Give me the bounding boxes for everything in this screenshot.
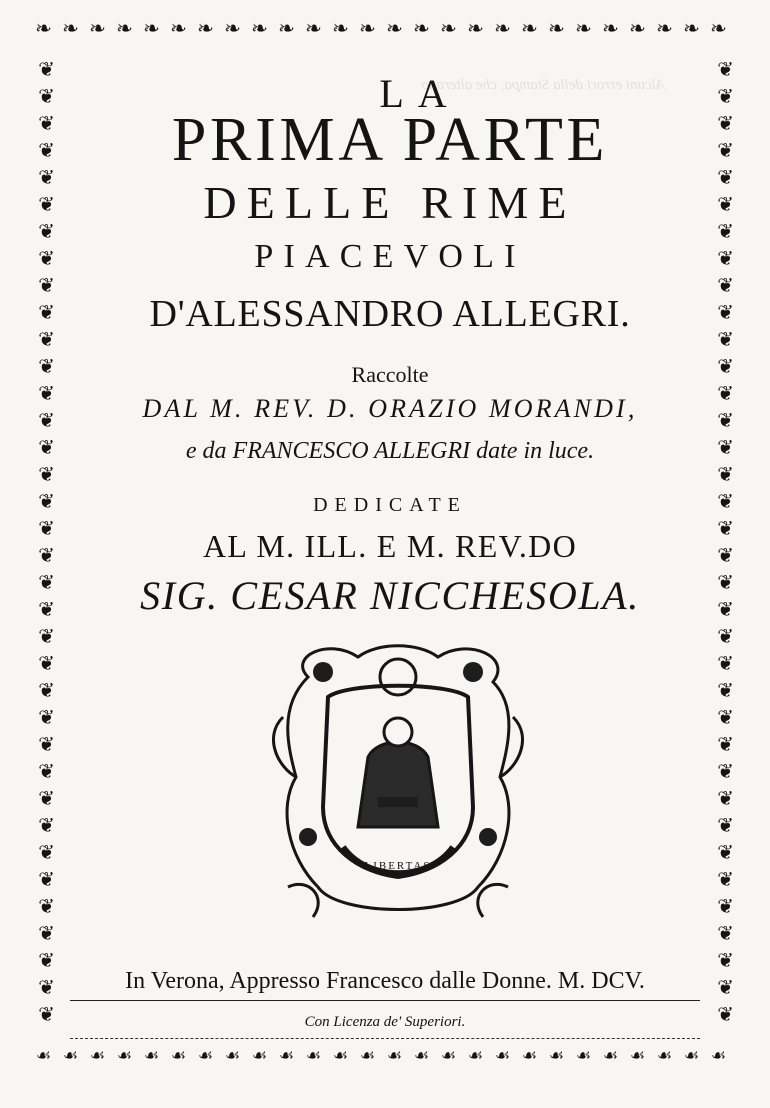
fleuron-ornament-icon: ❦ [38, 731, 55, 756]
dedicatee-title: AL M. ILL. E M. REV.DO [203, 528, 577, 564]
fleuron-ornament-icon: ❧ [710, 15, 727, 40]
border-top [30, 14, 732, 41]
fleuron-ornament-icon: ❧ [494, 15, 511, 40]
fleuron-ornament-icon: ☙ [575, 1046, 592, 1066]
fleuron-ornament-icon: ❧ [35, 15, 52, 40]
fleuron-ornament-icon: ❧ [197, 15, 214, 40]
title-article: LA [379, 71, 461, 116]
fleuron-ornament-icon: ❦ [38, 920, 55, 945]
fleuron-ornament-icon: ❦ [38, 245, 55, 270]
fleuron-ornament-icon: ❦ [717, 56, 734, 81]
fleuron-ornament-icon: ☙ [494, 1046, 511, 1066]
fleuron-ornament-icon: ☙ [116, 1046, 133, 1066]
fleuron-ornament-icon: ☙ [629, 1046, 646, 1066]
title-delle-rime: DELLE RIME [203, 177, 577, 228]
fleuron-ornament-icon: ❦ [38, 407, 55, 432]
fleuron-ornament-icon: ❦ [38, 893, 55, 918]
fleuron-ornament-icon: ❦ [38, 866, 55, 891]
fleuron-ornament-icon: ❦ [717, 812, 734, 837]
title-main: PRIMA PARTE [171, 106, 609, 174]
fleuron-ornament-icon: ❦ [717, 569, 734, 594]
fleuron-ornament-icon: ❧ [251, 15, 268, 40]
fleuron-ornament-icon: ❧ [467, 15, 484, 40]
fleuron-ornament-icon: ❧ [143, 15, 160, 40]
fleuron-ornament-icon: ☙ [710, 1046, 727, 1066]
fleuron-ornament-icon: ❧ [656, 15, 673, 40]
fleuron-ornament-icon: ☙ [170, 1046, 187, 1066]
fleuron-ornament-icon: ❦ [717, 164, 734, 189]
fleuron-ornament-icon: ❦ [38, 812, 55, 837]
border-left [33, 55, 60, 1027]
author-name: D'ALESSANDRO ALLEGRI. [149, 293, 631, 335]
fleuron-ornament-icon: ❦ [38, 704, 55, 729]
fleuron-ornament-icon: ❦ [38, 596, 55, 621]
fleuron-ornament-icon: ❦ [38, 515, 55, 540]
fleuron-ornament-icon: ❦ [717, 785, 734, 810]
co-editor-line: e da FRANCESCO ALLEGRI date in luce. [185, 438, 595, 464]
fleuron-ornament-icon: ❧ [440, 15, 457, 40]
fleuron-ornament-icon: ☙ [413, 1046, 430, 1066]
bleed-line: Alcuni errori della Stampa, che alterano [421, 77, 665, 93]
fleuron-ornament-icon: ☙ [440, 1046, 457, 1066]
fleuron-ornament-icon: ❦ [38, 380, 55, 405]
fleuron-ornament-icon: ❦ [38, 434, 55, 459]
fleuron-ornament-icon: ❦ [38, 488, 55, 513]
fleuron-ornament-icon: ❦ [717, 515, 734, 540]
fleuron-ornament-icon: ❦ [38, 56, 55, 81]
fleuron-ornament-icon: ☙ [602, 1046, 619, 1066]
fleuron-ornament-icon: ❦ [717, 704, 734, 729]
fleuron-ornament-icon: ❦ [717, 974, 734, 999]
fleuron-ornament-icon: ❦ [717, 191, 734, 216]
fleuron-ornament-icon: ❦ [717, 677, 734, 702]
fleuron-ornament-icon: ☙ [683, 1046, 700, 1066]
editor-line: DAL M. REV. D. ORAZIO MORANDI, [142, 394, 638, 423]
fleuron-ornament-icon: ❧ [305, 15, 322, 40]
fleuron-ornament-icon: ❦ [717, 839, 734, 864]
imprint-line: In Verona, Appresso Francesco dalle Donne. M. DCV. [125, 968, 645, 994]
fleuron-ornament-icon: ❦ [38, 947, 55, 972]
fleuron-ornament-icon: ❦ [38, 542, 55, 567]
printers-mark-woodcut [268, 637, 528, 937]
printers-mark-motto: LIBERTAS [364, 860, 432, 872]
fleuron-ornament-icon: ❦ [38, 164, 55, 189]
fleuron-ornament-icon: ❦ [38, 272, 55, 297]
fleuron-ornament-icon: ❦ [38, 353, 55, 378]
fleuron-ornament-icon: ❦ [38, 137, 55, 162]
fleuron-ornament-icon: ☙ [467, 1046, 484, 1066]
fleuron-ornament-icon: ❧ [62, 15, 79, 40]
fleuron-ornament-icon: ☙ [386, 1046, 403, 1066]
fleuron-ornament-icon: ❧ [386, 15, 403, 40]
fleuron-ornament-icon: ❧ [683, 15, 700, 40]
fleuron-ornament-icon: ❦ [38, 785, 55, 810]
fleuron-ornament-icon: ☙ [548, 1046, 565, 1066]
border-right [712, 55, 739, 1027]
dedicatee-name: SIG. CESAR NICCHESOLA. [140, 573, 640, 618]
fleuron-ornament-icon: ❦ [717, 623, 734, 648]
fleuron-ornament-icon: ❧ [413, 15, 430, 40]
fleuron-ornament-icon: ❦ [38, 974, 55, 999]
fleuron-ornament-icon: ❦ [717, 299, 734, 324]
fleuron-ornament-icon: ☙ [305, 1046, 322, 1066]
fleuron-ornament-icon: ❧ [521, 15, 538, 40]
fleuron-ornament-icon: ☙ [278, 1046, 295, 1066]
fleuron-ornament-icon: ❦ [38, 110, 55, 135]
fleuron-ornament-icon: ❦ [717, 893, 734, 918]
fleuron-ornament-icon: ❧ [629, 15, 646, 40]
license-line: Con Licenza de' Superiori. [304, 1014, 466, 1030]
fleuron-ornament-icon: ❦ [38, 758, 55, 783]
fleuron-ornament-icon: ❦ [717, 947, 734, 972]
fleuron-ornament-icon: ❦ [717, 110, 734, 135]
fleuron-ornament-icon: ❦ [38, 218, 55, 243]
fleuron-ornament-icon: ☙ [35, 1046, 52, 1066]
fleuron-ornament-icon: ❧ [224, 15, 241, 40]
fleuron-ornament-icon: ❦ [717, 353, 734, 378]
fleuron-ornament-icon: ❦ [717, 326, 734, 351]
fleuron-ornament-icon: ❦ [38, 326, 55, 351]
fleuron-ornament-icon: ☙ [521, 1046, 538, 1066]
fleuron-ornament-icon: ❦ [38, 83, 55, 108]
fleuron-ornament-icon: ❦ [717, 218, 734, 243]
fleuron-ornament-icon: ❧ [116, 15, 133, 40]
fleuron-ornament-icon: ❦ [38, 569, 55, 594]
fleuron-ornament-icon: ❦ [717, 731, 734, 756]
fleuron-ornament-icon: ☙ [143, 1046, 160, 1066]
fleuron-ornament-icon: ❦ [38, 1001, 55, 1026]
fleuron-ornament-icon: ☙ [224, 1046, 241, 1066]
fleuron-ornament-icon: ❦ [717, 650, 734, 675]
fleuron-ornament-icon: ❦ [717, 434, 734, 459]
fleuron-ornament-icon: ❧ [170, 15, 187, 40]
fleuron-ornament-icon: ❧ [548, 15, 565, 40]
fleuron-ornament-icon: ❦ [717, 380, 734, 405]
fleuron-ornament-icon: ❦ [717, 488, 734, 513]
fleuron-ornament-icon: ❦ [717, 461, 734, 486]
fleuron-ornament-icon: ❦ [717, 137, 734, 162]
fleuron-ornament-icon: ❦ [38, 839, 55, 864]
license-rule [70, 1038, 700, 1039]
fleuron-ornament-icon: ☙ [62, 1046, 79, 1066]
fleuron-ornament-icon: ❧ [602, 15, 619, 40]
fleuron-ornament-icon: ❧ [575, 15, 592, 40]
imprint-rule [70, 1000, 700, 1001]
fleuron-ornament-icon: ❦ [717, 83, 734, 108]
fleuron-ornament-icon: ❦ [717, 596, 734, 621]
fleuron-ornament-icon: ❦ [717, 272, 734, 297]
fleuron-ornament-icon: ❦ [717, 758, 734, 783]
fleuron-ornament-icon: ❦ [717, 866, 734, 891]
fleuron-ornament-icon: ❧ [278, 15, 295, 40]
fleuron-ornament-icon: ❦ [38, 299, 55, 324]
fleuron-ornament-icon: ❦ [38, 677, 55, 702]
fleuron-ornament-icon: ❦ [717, 542, 734, 567]
fleuron-ornament-icon: ☙ [656, 1046, 673, 1066]
fleuron-ornament-icon: ❦ [38, 191, 55, 216]
fleuron-ornament-icon: ❧ [359, 15, 376, 40]
fleuron-ornament-icon: ☙ [89, 1046, 106, 1066]
fleuron-ornament-icon: ☙ [197, 1046, 214, 1066]
fleuron-ornament-icon: ☙ [251, 1046, 268, 1066]
border-bottom [30, 1043, 732, 1070]
fleuron-ornament-icon: ❦ [717, 407, 734, 432]
raccolte-label: Raccolte [351, 362, 429, 387]
fleuron-ornament-icon: ❦ [717, 1001, 734, 1026]
fleuron-ornament-icon: ❦ [38, 461, 55, 486]
fleuron-ornament-icon: ❧ [89, 15, 106, 40]
fleuron-ornament-icon: ❦ [38, 623, 55, 648]
fleuron-ornament-icon: ❦ [717, 920, 734, 945]
fleuron-ornament-icon: ☙ [332, 1046, 349, 1066]
dedicate-label: DEDICATE [313, 494, 467, 516]
fleuron-ornament-icon: ❦ [717, 245, 734, 270]
fleuron-ornament-icon: ❦ [38, 650, 55, 675]
fleuron-ornament-icon: ☙ [359, 1046, 376, 1066]
title-piacevoli: PIACEVOLI [254, 238, 526, 275]
fleuron-ornament-icon: ❧ [332, 15, 349, 40]
